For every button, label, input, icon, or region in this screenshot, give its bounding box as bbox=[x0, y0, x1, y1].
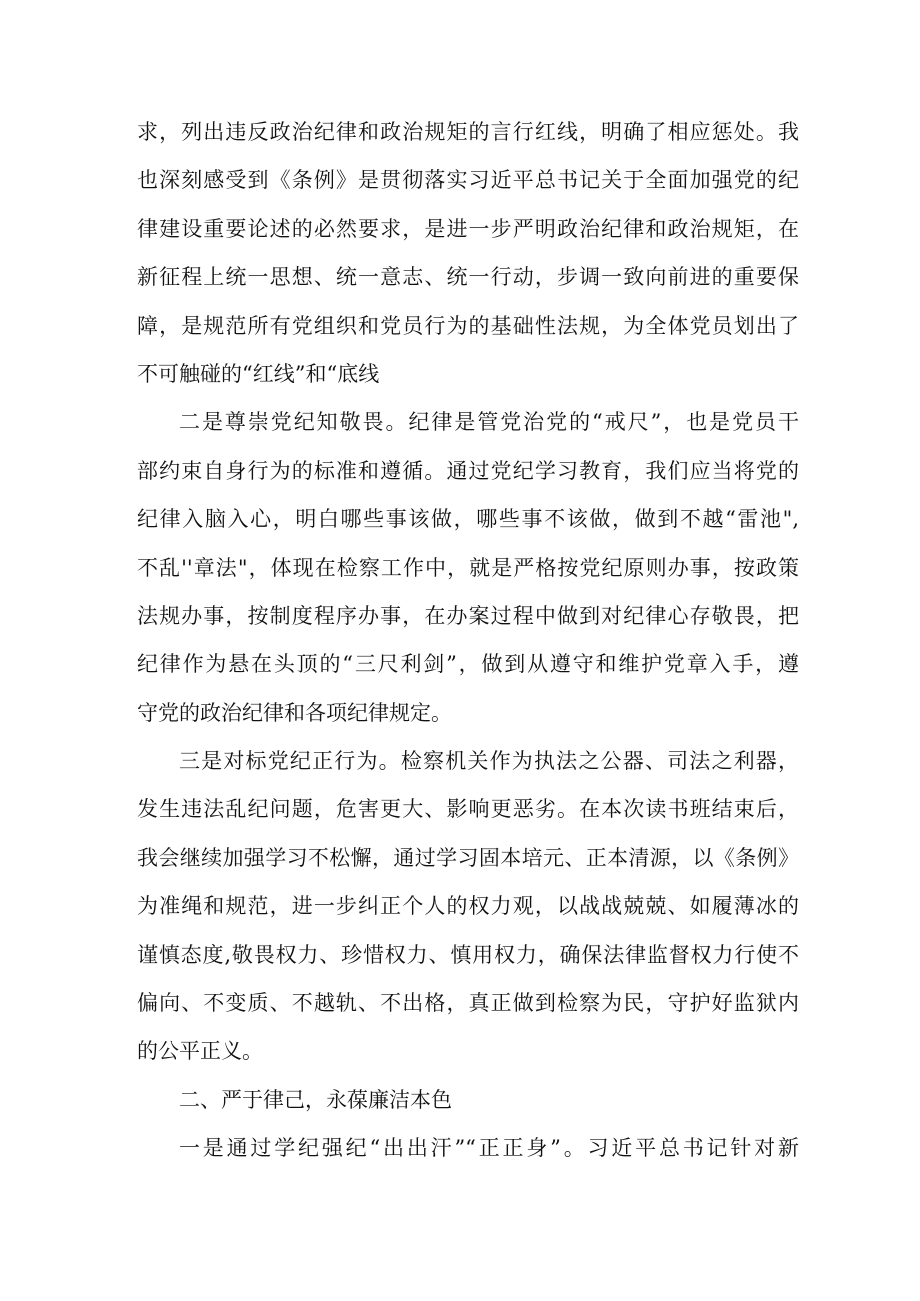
paragraph-respect-discipline bbox=[137, 398, 799, 737]
text-line: 不可触碰的“红线”和“底线 bbox=[137, 361, 380, 386]
text-line: 偏向、不变质、不越轨、不出格，真正做到检察为民，守护好监狱内 bbox=[137, 991, 799, 1016]
text-line: 新征程上统一思想、统一意志、统一行动，步调一致向前进的重要保 bbox=[137, 265, 799, 290]
text-line: 发生违法乱纪问题，危害更大、影响更恶劣。在本次读书班结束后， bbox=[137, 797, 799, 822]
text-line: 不乱''章法"，体现在检察工作中，就是严格按党纪原则办事，按政策 bbox=[137, 555, 799, 580]
text-line: 谨慎态度,敬畏权力、珍惜权力、慎用权力，确保法律监督权力行使不 bbox=[137, 942, 799, 967]
paragraph-correct-behavior bbox=[137, 737, 799, 1076]
text-line: 三是对标党纪正行为。检察机关作为执法之公器、司法之利器， bbox=[179, 749, 799, 774]
text-line: 守党的政治纪律和各项纪律规定。 bbox=[137, 700, 452, 725]
text-line: 二是尊崇党纪知敬畏。纪律是管党治党的“戒尺”，也是党员干 bbox=[179, 410, 799, 435]
text-line: 律建设重要论述的必然要求，是进一步严明政治纪律和政治规矩，在 bbox=[137, 216, 799, 241]
text-line: 纪律入脑入心，明白哪些事该做，哪些事不该做，做到不越“雷池", bbox=[137, 507, 799, 532]
paragraph-learn-discipline bbox=[137, 1124, 799, 1172]
text-line: 一是通过学纪强纪“出出汗”“正正身”。习近平总书记针对新 bbox=[179, 1136, 799, 1161]
paragraph-continuation bbox=[137, 108, 799, 398]
text-line: 纪律作为悬在头顶的“三尺利剑”，做到从遵守和维护党章入手，遵 bbox=[137, 652, 799, 677]
text-line: 也深刻感受到《条例》是贯彻落实习近平总书记关于全面加强党的纪 bbox=[137, 168, 799, 193]
section-heading: 二、严于律己，永葆廉洁本色 bbox=[179, 1087, 452, 1112]
text-line: 障，是规范所有党组织和党员行为的基础性法规，为全体党员划出了 bbox=[137, 313, 799, 338]
text-line: 法规办事，按制度程序办事，在办案过程中做到对纪律心存敬畏，把 bbox=[137, 603, 799, 628]
document-body bbox=[137, 108, 799, 1173]
text-line: 的公平正义。 bbox=[137, 1039, 263, 1064]
text-line: 为准绳和规范，进一步纠正个人的权力观，以战战兢兢、如履薄冰的 bbox=[137, 894, 799, 919]
text-line: 部约束自身行为的标准和遵循。通过党纪学习教育，我们应当将党的 bbox=[137, 458, 799, 483]
text-line: 求，列出违反政治纪律和政治规矩的言行红线，明确了相应惩处。我 bbox=[137, 120, 799, 144]
text-line: 我会继续加强学习不松懈，通过学习固本培元、正本清源，以《条例》 bbox=[137, 845, 799, 870]
